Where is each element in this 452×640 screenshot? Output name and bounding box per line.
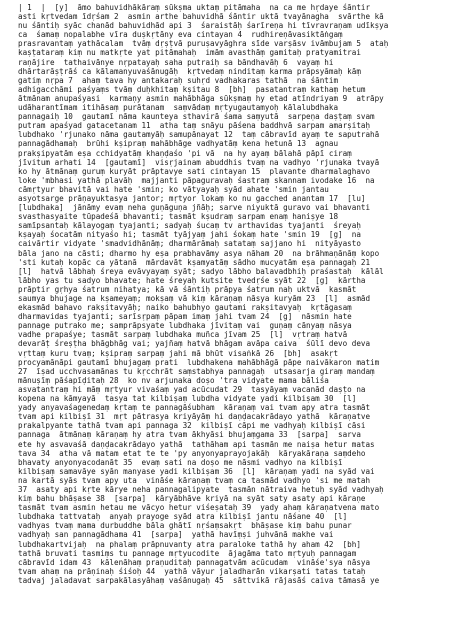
text-line: yady anyavaśagenedaṃ kṛtaṃ te pannagāśubham kāraṇaṃ vai tvam apy atra tasmāt bbox=[18, 403, 371, 413]
text-line: mānuṣīṃ pāśapīḍitaḥ 28 ko nv arjunaka doṣo 'tra vidyate mama bāliśa bbox=[18, 375, 329, 385]
text-line: samīpsantaḥ kālayogaṃ tyajanti; sadyaḥ śucaṃ tv arthavidas tyajanti śreyaḥ bbox=[18, 221, 361, 231]
text-line: bāla jano na cāsti; dharmo hy eṣa prabhavāmy asya nāham 20 na brāhmaṇānāṃ kopo bbox=[18, 248, 380, 258]
text-line: tathā bruvati tasmiṃs tu pannage mṛtyucodite ājagāma tato mṛtyuḥ pannagam bbox=[18, 548, 357, 558]
text-line: vṛttaṃ kuru tvaṃ; kṣipraṃ sarpaṃ jahi mā bhūt visaṅkā 26 [bh] asakṛt bbox=[18, 348, 339, 358]
text-line: na kartā syās tvam apy uta vināśe kāraṇaṃ tvaṃ ca tasmād vadhyo 'si me matah bbox=[18, 475, 371, 485]
text-line: kaṣṭataraṃ kiṃ nu matkṛte yat pitāmahaḥ imām avasthāṃ gamitaḥ pratyamitrai bbox=[18, 48, 361, 58]
text-line: kilbiṣaṃ samavāye syān manyase yadi kilbiṣam 36 [l] kāraṇaṃ yadi na syād vai bbox=[18, 466, 375, 476]
text-line: dharmavidas tyajanti; sarīsṛpaṃ pāpam imaṃ jahi tvam 24 [g] nāsmin hate bbox=[18, 312, 352, 322]
text-line: bhavaty anyonyacodanāt 35 evaṃ sati na doṣo me nāsmi vadhyo na kilbiṣī bbox=[18, 457, 343, 467]
text-line: prāptir gṛhya śatrum nihatya; kā vā śāntiḥ prāpya śatrum naḥ uktvā kasmāt bbox=[18, 284, 357, 294]
text-line: cāmṛtyur bhavitā vai hate 'smin; ko vātyayaḥ syād ahate 'smin jantau bbox=[18, 184, 329, 194]
text-line: loke 'mbhasi yathā plavāḥ majjanti pāpaguravaḥ śastraṃ skannam ivodake 16 na bbox=[18, 175, 375, 185]
text-line: kiṃ bahu bhāṣase 38 [sarpa] kāryābhāve kriyā na syāt saty asaty api kāraṇe bbox=[18, 494, 366, 504]
text-line: asyotsarge prāṇayuktasya jantor; mṛtyor lokaṃ ko nu gacched anantam 17 [lu] bbox=[18, 193, 366, 203]
text-line: vadhe prapaśye; tasmāt sarpaṃ lubdhaka muñca jīvam 25 [l] vṛtraṃ hatvā bbox=[18, 330, 348, 340]
text-line: saumya bhujage na kṣameyaṃ; mokṣaṃ vā kiṃ kāraṇaṃ nāsya kuryām 23 [l] asmād bbox=[18, 294, 371, 303]
text-line: prakalpyante tathā tvam api pannaga 32 kilbiṣī cāpi me vadhyaḥ kilbiṣī cāsi bbox=[18, 421, 366, 431]
text-line: asti kṛtvedam īdṛśam 2 asmin arthe bahuvidhā śāntir uktā tvayānagha svārthe kā bbox=[18, 12, 384, 22]
text-line: pannagaiḥ 10 gautamī nāma kaunteya sthavirā śama saṃyutā sarpeṇa daṣṭaṃ svam bbox=[18, 112, 375, 122]
text-line: prasravantaṃ yathācalam tvāṃ dṛṣṭvā puruṣavyāghra sīde varṣāsv ivāmbujam 5 ataḥ bbox=[18, 39, 389, 49]
text-line: nu śāntiḥ syāc chanād bahuvidhād api 3 śaraistāḥ śarīreṇa hi tīvravraṇam udīkṣya bbox=[18, 21, 389, 31]
text-line: cābravīd idam 43 kālenāhaṃ praṇuditaḥ pannagatvām acūcudam vināśe'sya nāsya bbox=[18, 557, 371, 567]
text-line: raṇājire tathaivānye nṛpatayaḥ saha putraiḥ sa bāndhavāḥ 6 vayaṃ hi bbox=[18, 57, 334, 67]
text-line: ko hy ātmānaṃ guruṃ kuryāt prāptavye sati cintayan 15 plavante dharmalaghavo bbox=[18, 166, 371, 176]
text-line: tvam api kilbiṣī 31 mṛt pātrasya kriyāyāṃ hi daṇḍacakrādayo yathā kāraṇatve bbox=[18, 412, 371, 422]
text-line: ca śamaṃ nopalabhe vīra duṣkṛtāny eva cintayan 4 rudhireṇāvasiktāṅgaṃ bbox=[18, 30, 343, 40]
text-line: ekasmād bahavo rakṣitavyāḥ; naiko bahubhyo gautami rakṣitavyaḥ kṛtāgasaṃ bbox=[18, 303, 352, 313]
text-line: tasmāt tvam asmin hetau me vācyo hetur viśeṣataḥ 39 yady ahaṃ kāraṇatvena mato bbox=[18, 503, 380, 513]
text-line: 'sti kutaḥ kopāc ca yātanā mārdavāt kṣamyatāṃ sādho mucyatām eṣa pannagaḥ 21 bbox=[18, 257, 371, 267]
text-line: tadvaj jaladavat sarpakālasyāhaṃ vaśānugaḥ 45 sāttvikā rājasāś caiva tāmasā ye bbox=[18, 575, 380, 585]
text-line: tava 34 atha vā matam etat te te 'py anyonyaprayojakāḥ kāryakāraṇa saṃdeho bbox=[18, 448, 366, 458]
text-line: pannaga ātmānaṃ kāraṇaṃ hy atra tvam ākhyāsi bhujaṃgama 33 [sarpa] sarva bbox=[18, 430, 361, 440]
text-line: putram apaśyad gatacetanam 11 atha taṃ snāyu pāśena baddhvā sarpam amarṣitaḥ bbox=[18, 121, 371, 131]
text-line: svasthasyaite tūpadeśā bhavanti; tasmāt kṣudraṃ sarpam enaṃ haniṣye 18 bbox=[18, 212, 339, 222]
text-line: prakṣipyatām eṣa cchidyatāṃ khaṇḍaśo 'pi vā na hy ayaṃ bālahā pāpī ciraṃ bbox=[18, 148, 352, 158]
text-line: procyamānāpi gautamī bhujagaṃ prati lubdhakena mahābhāgā pāpe naivākaron matim bbox=[18, 357, 380, 367]
text-line: ete hy asvavaśā daṇḍacakrādayo yathā tathāham api tasmān me naiṣa hetur matas bbox=[18, 439, 375, 449]
text-line: vadhyaḥ san pannagādhama 41 [sarpa] yathā havīṃṣi juhvānā makhe vai bbox=[18, 530, 334, 540]
text-line: pannage putrako me; samprāpsyate lubdhaka jīvitaṃ vai guṇaṃ cānyaṃ nāsya bbox=[18, 321, 352, 331]
text-line: devarāṭ śreṣṭha bhāgbhāg vai; yajñaṃ hatvā bhāgam avāpa caiva śūlī devo deva bbox=[18, 339, 371, 349]
text-line: lubdhako 'rjunako nāma gautamyāḥ samupānayat 12 taṃ cābravīd ayaṃ te saputrahā bbox=[18, 130, 380, 140]
text-line: 37 asaty api kṛte kārye neha pannagalipyate tasmān nātraiva hetuḥ syād vadhyaḥ bbox=[18, 484, 384, 494]
text-line: dhārtarāṣṭrāś ca kālamanyuvaśānugāḥ kṛtvedaṃ ninditaṃ karma prāpsyāmaḥ kāṃ bbox=[18, 66, 361, 76]
text-line: asvatantraṃ hi māṃ mṛtyur vivaśaṃ yad acūcudat 29 tasyāyaṃ vacanād daṣṭo na bbox=[18, 384, 366, 394]
text-line: 27 īṣad ucchvasamānas tu kṛcchrāt saṃstabhya pannagaḥ utsasarja giraṃ mandaṃ bbox=[18, 366, 375, 376]
text-line: lubdhaka tattvataḥ anyaḥ prayoge syād atra kilbiṣī jantu nāśane 40 [l] bbox=[18, 512, 348, 522]
text-line: lābho yas tu sadyo bhavate; hate śreyaḥ kutsite tvedṛśe syāt 22 [g] kārtha bbox=[18, 275, 366, 285]
text-line: tvam ahaṃ na prāṇinaḥ śiśoḥ 44 yathā vāyur jaladharān vikarṣati tatas tataḥ bbox=[18, 566, 366, 576]
text-line: pannagādhamaḥ brūhi kṣipraṃ mahābhāge vadhyatāṃ kena hetunā 13 agnau bbox=[18, 139, 339, 149]
text-line: gatiṃ nṛpa 7 ahaṃ tava hy antakaraḥ suhṛd vadhakaras tathā na śāntim bbox=[18, 75, 339, 85]
document-body bbox=[18, 3, 438, 585]
text-line: kṣayaḥ śocatām nityaśo hi; tasmāt tyājyaṃ jahi śokaṃ hate 'smin 19 [g] na bbox=[18, 230, 361, 240]
text-line: adhigacchāmi paśyaṃs tvāṃ duḥkhitaṃ kṣitau 8 [bh] pasatantraṃ kathaṃ hetum bbox=[18, 84, 366, 94]
text-line: jīvitum arhati 14 [gautamī] visṛjainam abuddhis tvaṃ na vadhyo 'rjunaka tvayā bbox=[18, 157, 380, 167]
text-line: caivārtir vidyate 'smadvidhānāṃ; dharmārāmaḥ satataṃ sajjano hi nityāyasto bbox=[18, 239, 361, 249]
text-line: [lubdhaka] jānāmy evaṃ neha guṇāguṇa jñāḥ; sarve niyuktā guravo vai bhavanti bbox=[18, 203, 371, 213]
text-line: [l] hatvā lābhaḥ śreya evāvyayaṃ syāt; sadyo lābho balavadbhiḥ praśastaḥ kālāl bbox=[18, 266, 384, 276]
text-line: vadhyas tvaṃ mama durbuddhe bāla ghātī nṛśaṃsakṛt bhāṣase kiṃ bahu punar bbox=[18, 521, 352, 531]
text-line: lubdhakartvijaḥ na phalaṃ prāpnuvanty atra paraloke tathā hy aham 42 [bh] bbox=[18, 539, 361, 549]
text-line: udāharantīmam itihāsaṃ purātanam saṃvādaṃ mṛtyugautamyoḥ kālalubdhaka bbox=[18, 103, 339, 113]
text-line: ātmānam anupaśyasi karmaṇy asmin mahābhāga sūkṣmaṃ hy etad atīndriyam 9 atrāpy bbox=[18, 93, 384, 103]
text-line: | 1 | [y] āmo bahuvidhākāraṃ sūkṣma uktaṃ pitāmaha na ca me hṛdaye śāntir bbox=[18, 3, 371, 12]
text-line: kopena na kāmyayā tasya tat kilbiṣaṃ lubdha vidyate yadi kilbiṣam 30 [l] bbox=[18, 394, 357, 404]
